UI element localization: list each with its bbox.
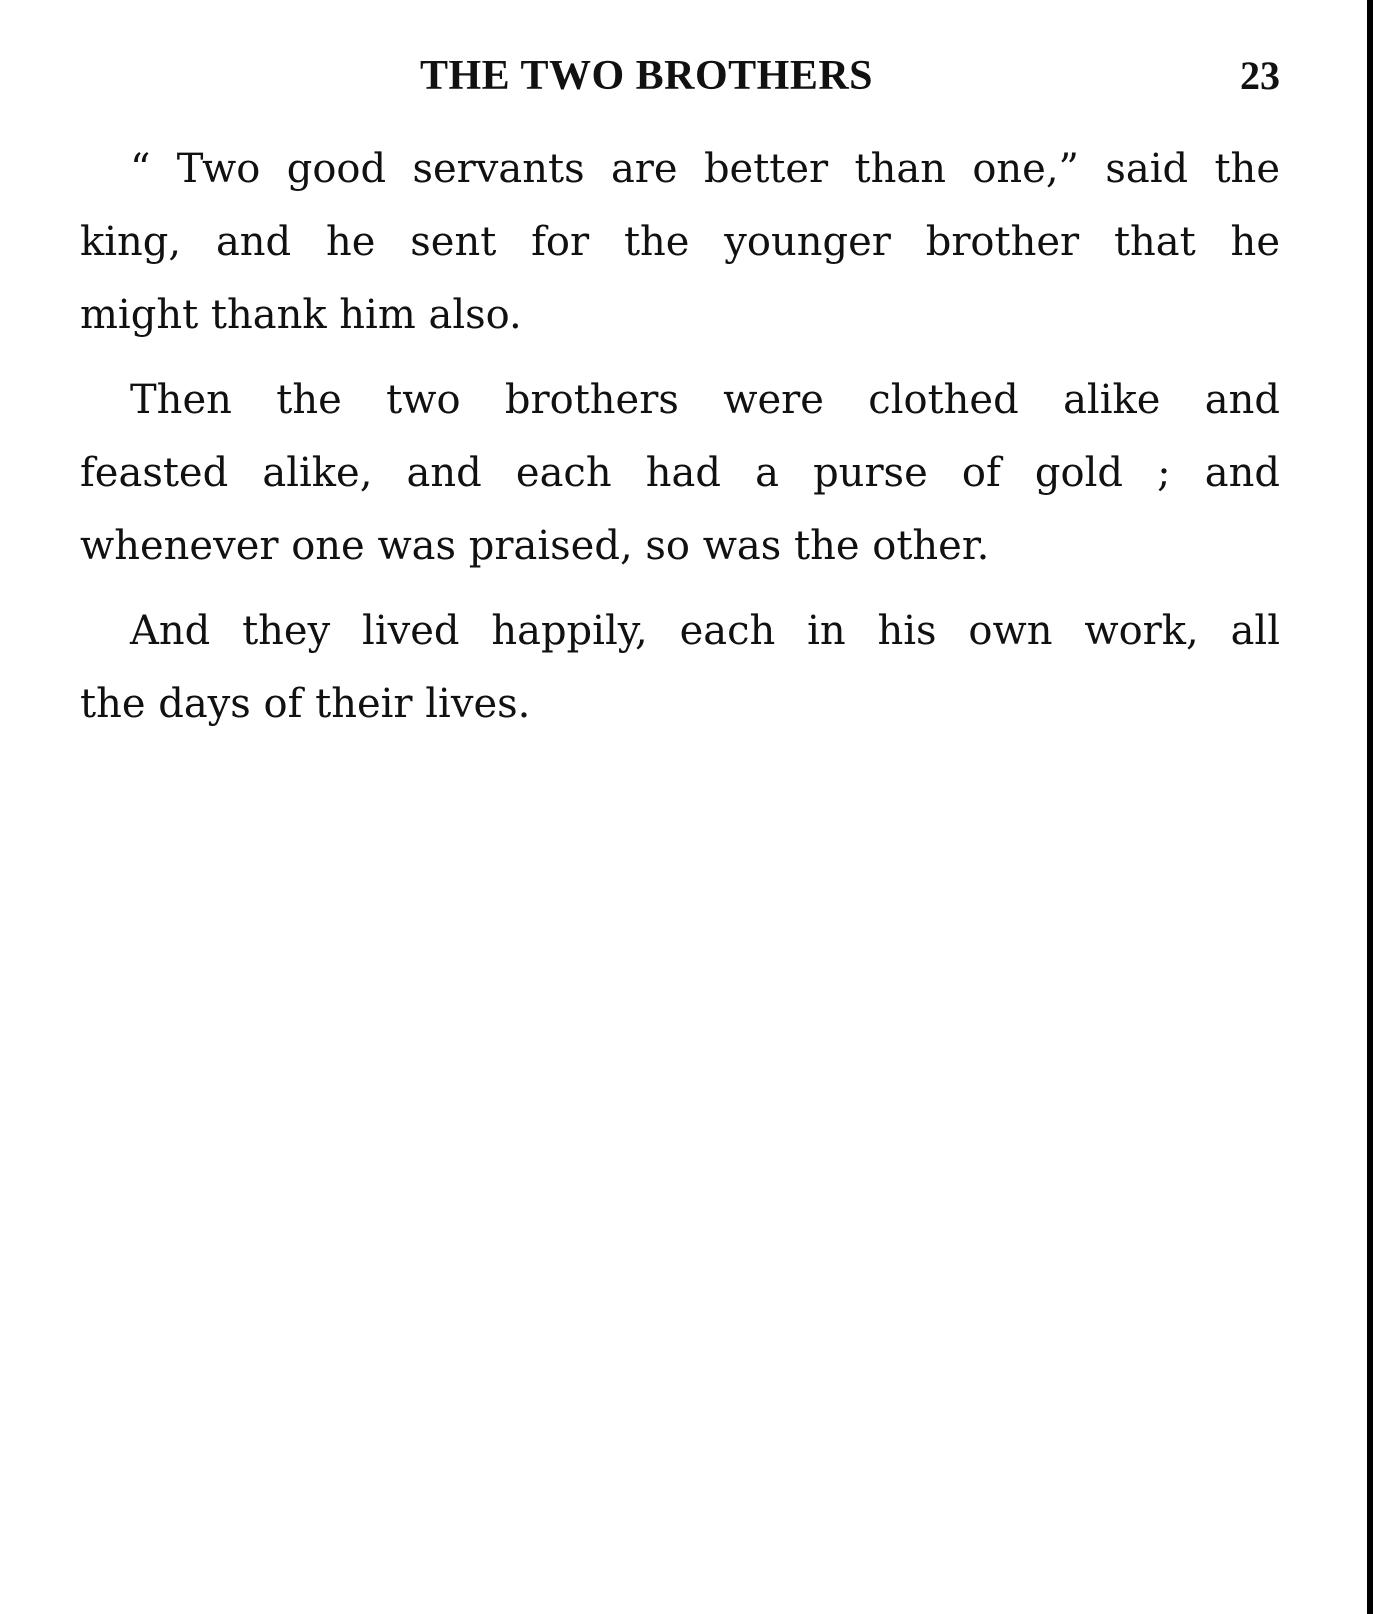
text-line: And they lived happily, each in his own work, all	[130, 608, 1280, 654]
text-line: Then the two brothers were clothed alike and	[130, 377, 1280, 423]
text-line: whenever one was praised, so was the other.	[80, 523, 990, 569]
paragraph-3	[80, 595, 1280, 741]
text-line: feasted alike, and each had a purse of gold ; and	[80, 450, 1280, 496]
body-text	[80, 133, 1280, 753]
text-line: might thank him also.	[80, 292, 522, 338]
paragraph-1	[80, 133, 1280, 352]
running-title: THE TWO BROTHERS	[420, 53, 874, 99]
paragraph-2	[80, 364, 1280, 583]
page-edge-shadow	[1367, 0, 1373, 1614]
page-number: 23	[1240, 53, 1280, 98]
running-head	[80, 52, 1280, 102]
text-line: the days of their lives.	[80, 681, 531, 727]
text-line: king, and he sent for the younger brother that he	[80, 219, 1280, 265]
text-line: “ Two good servants are better than one,” said the	[130, 146, 1280, 192]
